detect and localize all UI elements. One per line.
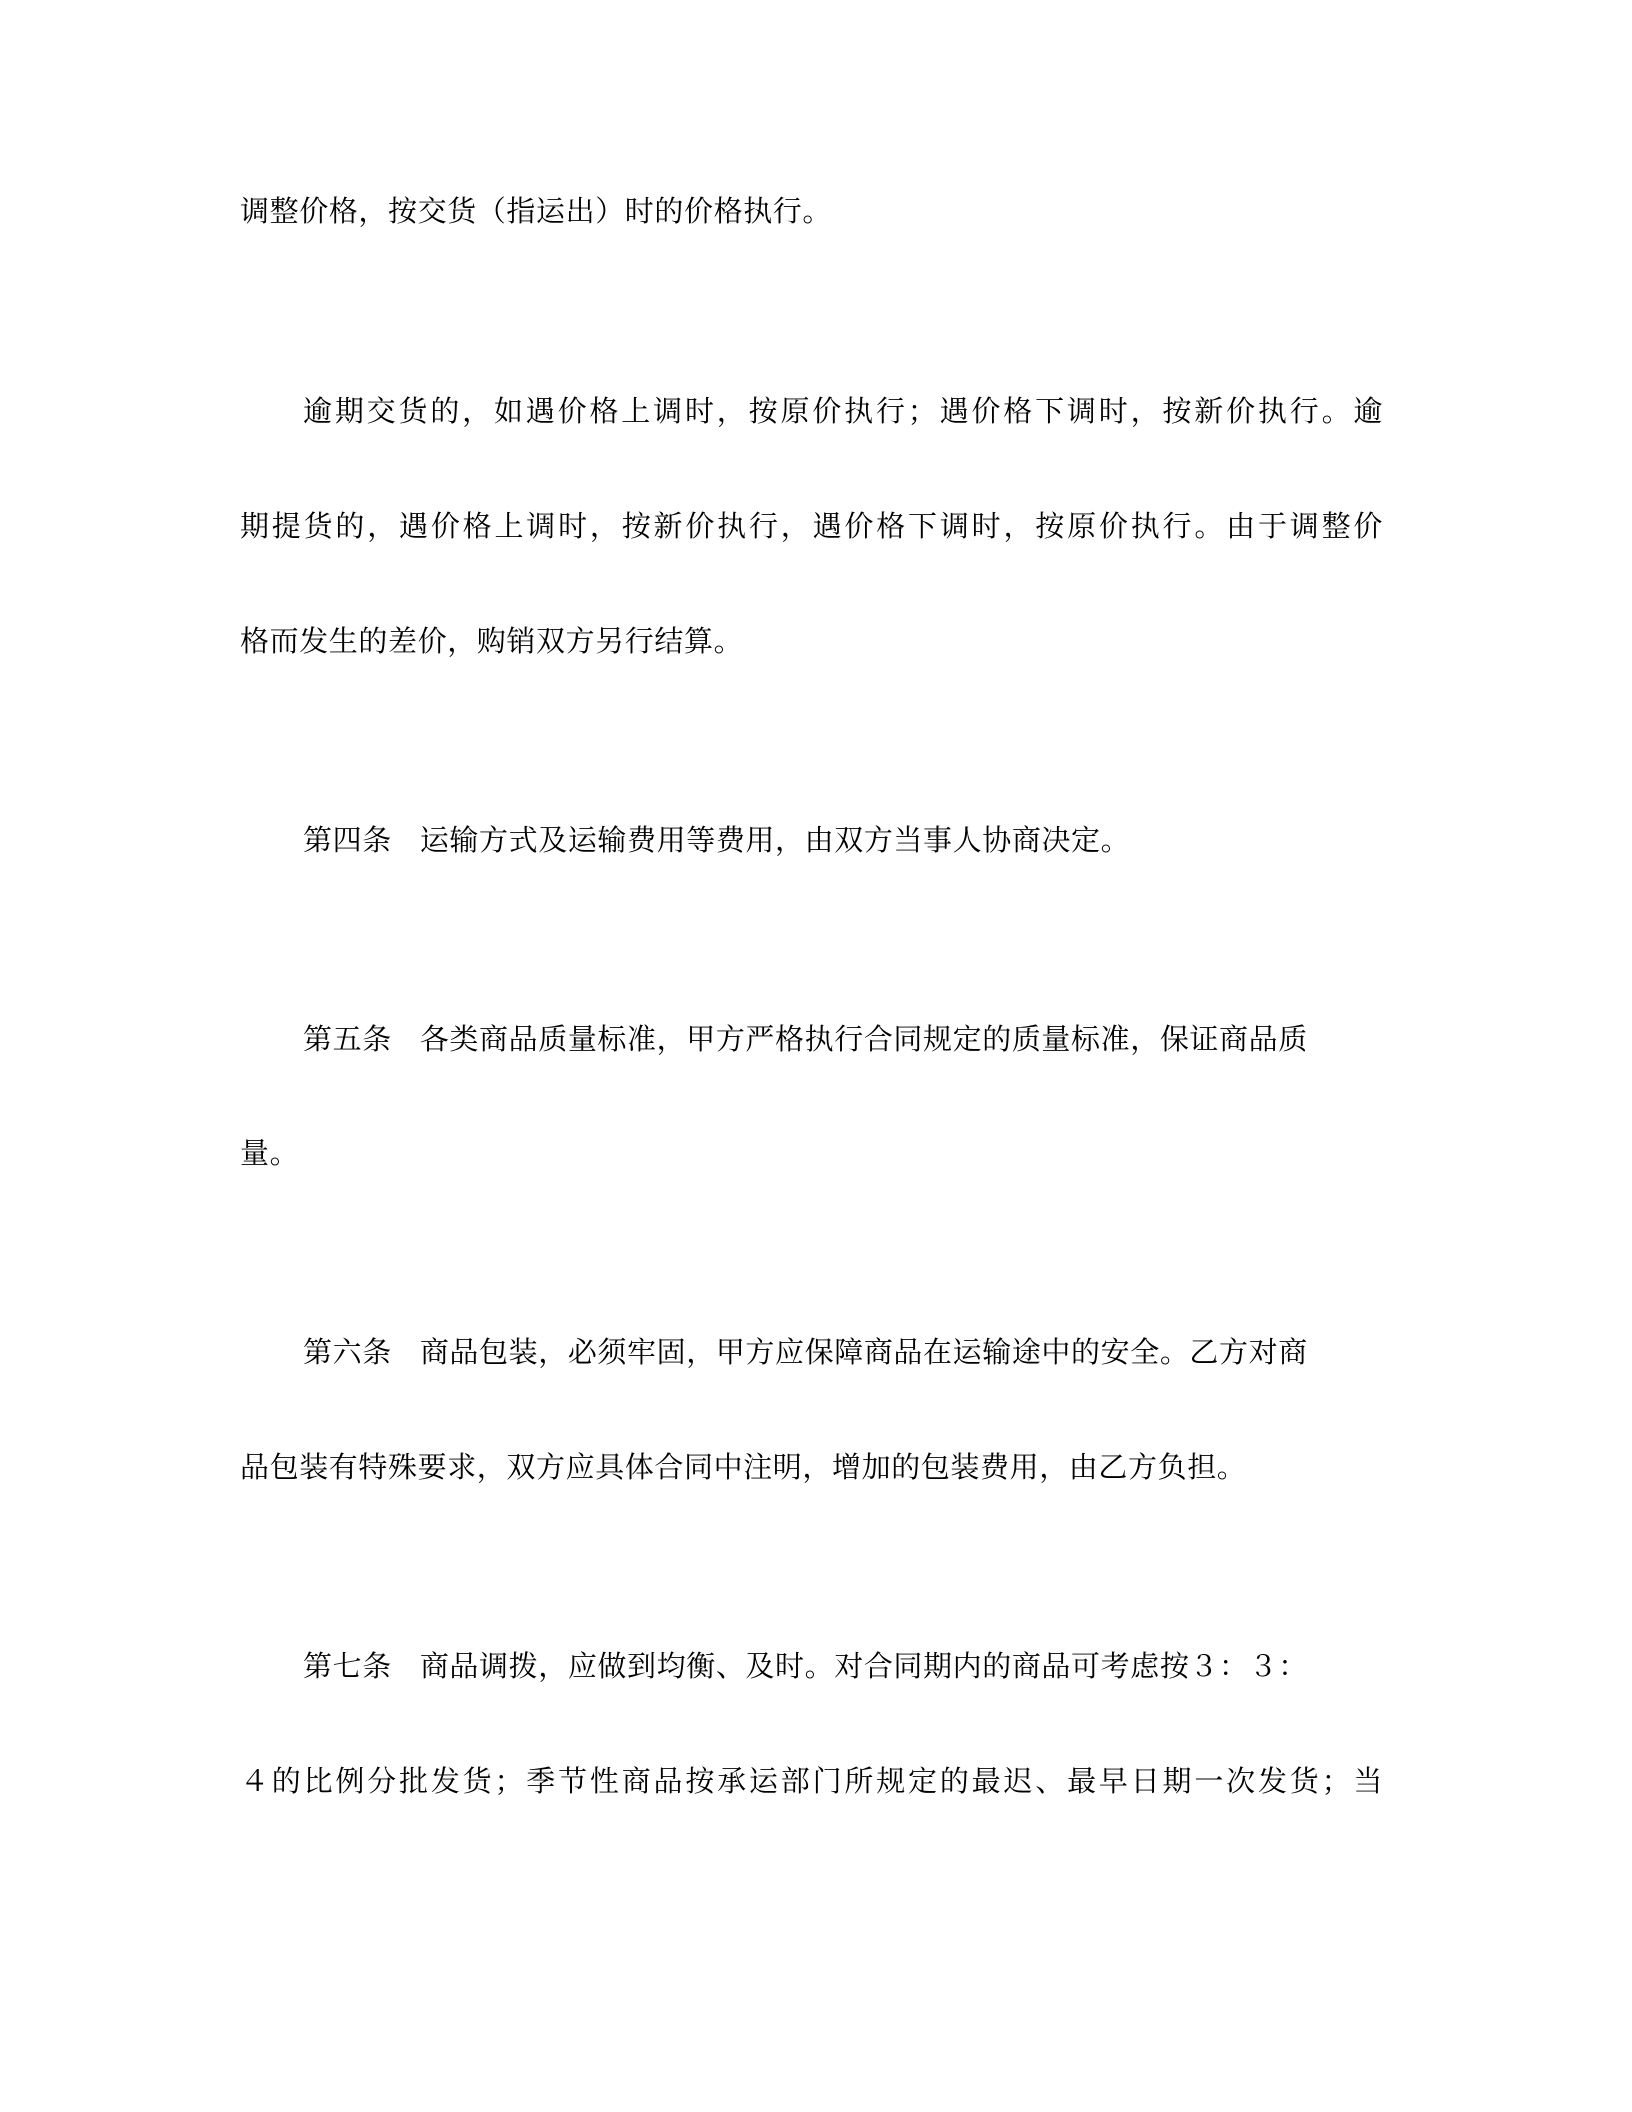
- paragraph-text: 逾期交货的，如遇价格上调时，按原价执行；遇价格下调时，按新价执行。逾: [303, 394, 1383, 428]
- article-number: 第七条: [303, 1649, 392, 1683]
- paragraph-2-line-2: [240, 508, 1383, 544]
- article-text: ４的比例分批发货；季节性商品按承运部门所规定的最迟、最早日期一次发货；当: [240, 1764, 1383, 1798]
- article-5-line-2: [240, 1135, 440, 1171]
- paragraph-text: 格而发生的差价，购销双方另行结算。: [240, 624, 744, 658]
- article-text: 运输方式及运输费用等费用，由双方当事人协商决定。: [419, 823, 1131, 857]
- article-text: 品包装有特殊要求，双方应具体合同中注明，增加的包装费用，由乙方负担。: [240, 1450, 1247, 1484]
- paragraph-text: 期提货的，遇价格上调时，按新价执行，遇价格下调时，按原价执行。由于调整价: [240, 509, 1383, 543]
- article-7-line-1: [303, 1648, 1383, 1684]
- article-4-line-1: [303, 822, 1303, 858]
- article-number: 第五条: [303, 1022, 392, 1056]
- article-number: 第六条: [303, 1335, 392, 1369]
- article-text: 各类商品质量标准，甲方严格执行合同规定的质量标准，保证商品质: [419, 1022, 1308, 1056]
- article-6-line-2: [240, 1449, 1340, 1485]
- article-7-line-2: [240, 1763, 1383, 1799]
- paragraph-2-line-1: [303, 393, 1383, 429]
- article-text: 商品调拨，应做到均衡、及时。对合同期内的商品可考虑按３：３：: [419, 1649, 1308, 1683]
- article-text: 量。: [240, 1136, 300, 1170]
- article-5-line-1: [303, 1021, 1383, 1057]
- article-number: 第四条: [303, 823, 392, 857]
- paragraph-1-line-1: [240, 193, 940, 229]
- paragraph-text: 调整价格，按交货（指运出）时的价格执行。: [240, 194, 833, 228]
- paragraph-2-line-3: [240, 623, 940, 659]
- article-text: 商品包装，必须牢固，甲方应保障商品在运输途中的安全。乙方对商: [419, 1335, 1308, 1369]
- article-6-line-1: [303, 1334, 1383, 1370]
